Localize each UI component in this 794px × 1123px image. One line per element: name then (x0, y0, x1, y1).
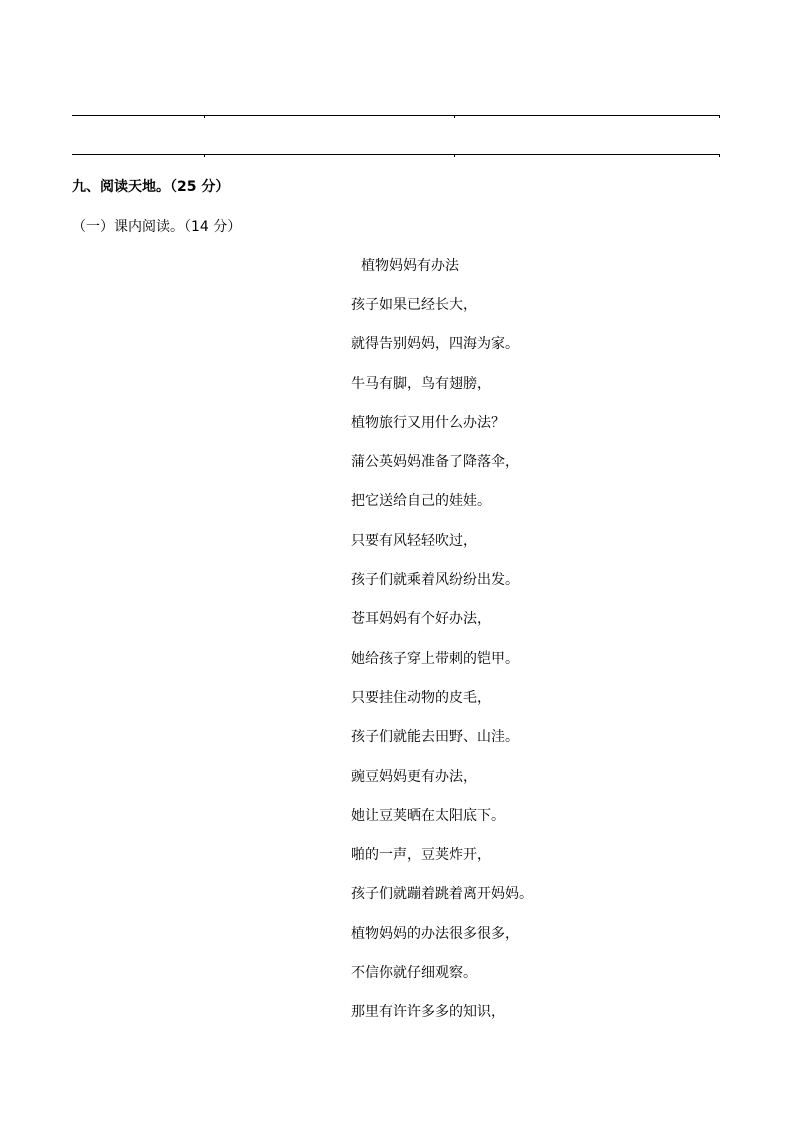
poem-line: 就得告别妈妈，四海为家。 (351, 336, 519, 353)
poem-line: 那里有许许多多的知识， (351, 1004, 505, 1021)
poem-line: 孩子如果已经长大， (351, 297, 477, 313)
poem-line: 孩子们就蹦着跳着离开妈妈。 (351, 886, 533, 903)
poem-line: 蒲公英妈妈准备了降落伞， (351, 454, 519, 471)
poem-line: 不信你就仔细观察。 (351, 965, 477, 982)
poem-line: 牛马有脚，鸟有翅膀， (351, 375, 491, 392)
poem-line: 植物旅行又用什么办法？ (351, 414, 505, 431)
poem-line: 苍耳妈妈有个好办法， (351, 611, 491, 628)
poem-line: 把它送给自己的娃娃。 (351, 493, 491, 510)
poem-line: 只要挂住动物的皮毛， (351, 689, 491, 706)
answer-line-2 (72, 154, 720, 155)
poem-line: 孩子们就乘着风纷纷出发。 (351, 572, 519, 589)
sub-heading: （一）课内阅读。（14 分） (72, 219, 242, 235)
poem-body (351, 296, 533, 1043)
answer-line-tick (204, 154, 205, 157)
poem-line: 豌豆妈妈更有办法， (351, 768, 477, 785)
answer-line-tick (719, 154, 720, 157)
answer-line-tick (204, 115, 205, 118)
poem-line: 孩子们就能去田野、山洼。 (351, 729, 519, 746)
section-heading: 九、阅读天地。（25 分） (72, 179, 230, 195)
poem-line: 她让豆荚晒在太阳底下。 (351, 807, 505, 824)
poem-line: 只要有风轻轻吹过， (351, 532, 477, 549)
answer-line-tick (454, 154, 455, 157)
poem-line: 她给孩子穿上带刺的铠甲。 (351, 650, 519, 667)
answer-line-1 (72, 115, 720, 116)
answer-line-tick (454, 115, 455, 118)
poem-line: 啪的一声，豆荚炸开， (351, 847, 491, 864)
poem-line: 植物妈妈的办法很多很多， (351, 925, 519, 942)
answer-line-tick (719, 115, 720, 118)
poem-title: 植物妈妈有办法 (361, 258, 459, 274)
